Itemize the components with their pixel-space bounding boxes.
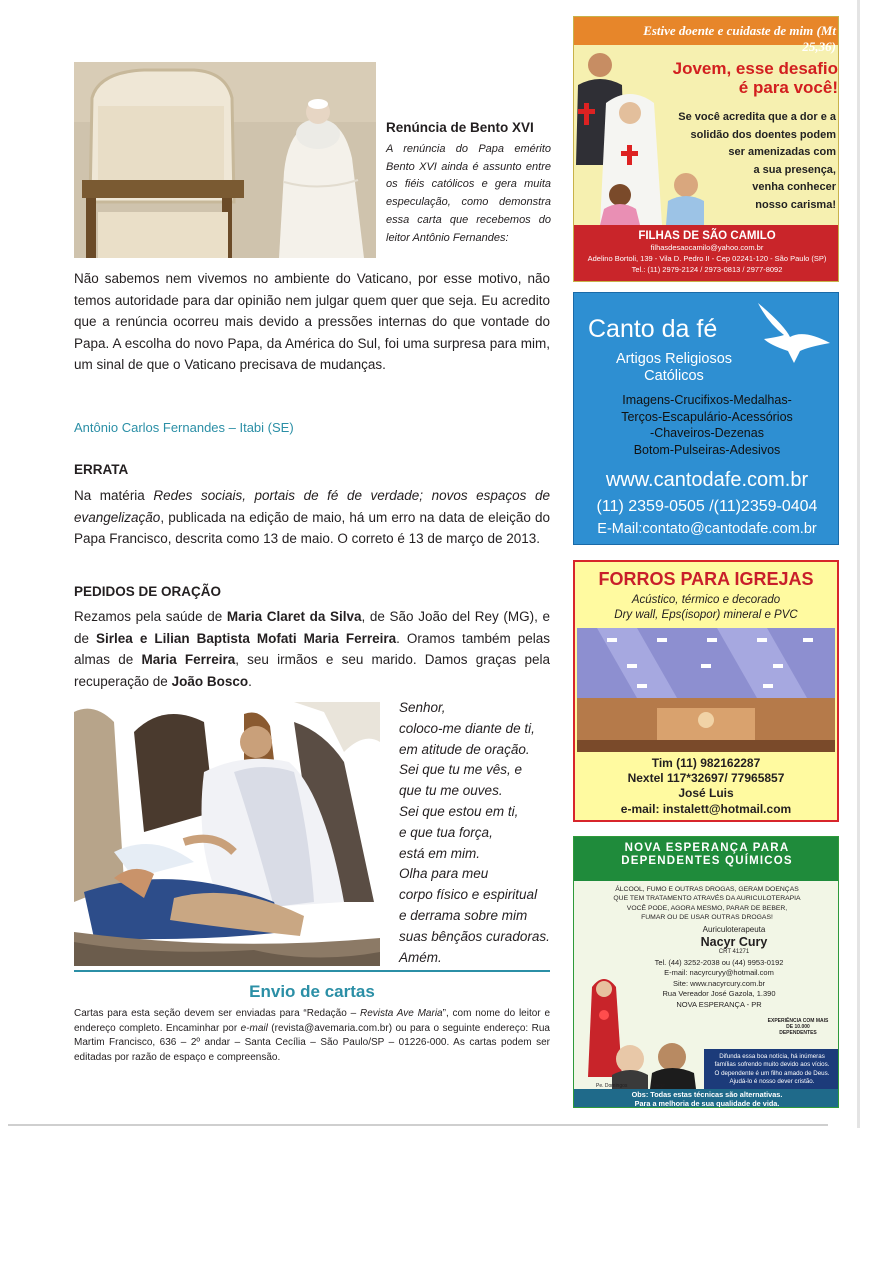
page-edge-bottom bbox=[8, 1124, 828, 1126]
ad3-subtitle: Acústico, térmico e decorado Dry wall, Eps(isopor) mineral e PVC bbox=[614, 594, 798, 621]
prayer-text: Senhor, coloco-me diante de ti, em atitude de oração. Sei que tu me vês, e que tu me ouves. Sei que estou em ti, e que tua força, está em mim. Olha para meu corpo físico e espiritual e derrama sobre mim suas bênçãos curadoras. Amém. bbox=[399, 700, 550, 965]
ad2-phone: (11) 2359-0505 /(11)2359-0404 bbox=[596, 498, 818, 515]
ad-filhas-sao-camilo[interactable] bbox=[573, 16, 839, 282]
letter-signature: Antônio Carlos Fernandes – Itabi (SE) bbox=[74, 420, 294, 435]
ad1-text: Se você acredita que a dor e a solidão dos doentes podem ser amenizadas com a sua presença, venha conhecer nosso carisma! bbox=[678, 111, 836, 211]
ad4-role: Auriculoterapeuta bbox=[702, 925, 766, 934]
ad1-address: Adelino Bortoli, 139 - Vila D. Pedro II - Cep 02241-120 - São Paulo (SP) bbox=[587, 254, 827, 263]
ad-nova-esperanca[interactable] bbox=[573, 836, 839, 1108]
ad2-website[interactable]: www.cantodafe.com.br bbox=[605, 469, 809, 491]
ad3-title: FORROS PARA IGREJAS bbox=[598, 569, 814, 589]
ad3-contact: Tim (11) 982162287 Nextel 117*32697/ 77965857 José Luis e-mail: instalett@hotmail.com bbox=[620, 756, 792, 816]
ad4-caption-a: Pe. Domingos bbox=[596, 1083, 628, 1089]
cartas-divider bbox=[74, 970, 550, 972]
ad-canto-da-fe[interactable] bbox=[573, 292, 839, 545]
jesus-healing-illustration bbox=[74, 702, 380, 966]
ad1-footer bbox=[574, 225, 839, 282]
ad4-experience: EXPERIÊNCIA COM MAIS DE 10.000 DEPENDENTES bbox=[767, 1018, 829, 1036]
ad2-email[interactable]: E-Mail:contato@cantodafe.com.br bbox=[597, 521, 817, 537]
ad4-photos bbox=[578, 967, 702, 1089]
letter-body: Não sabemos nem vivemos no ambiente do Vaticano, por esse motivo, não temos autoridade para dar opinião nem julgar quem quer que seja. Eu acredito que a renúncia ocorreu mais devido a pressões internas do que vontade do Papa. A escolha do novo Papa, da América do Sul, foi uma surpresa para mim, um sinal de que o Vaticano precisava de mudanças. bbox=[74, 271, 550, 373]
ad4-footer: Obs: Todas estas técnicas são alternativas. Para a melhoria de sua qualidade de vida. bbox=[574, 1089, 839, 1108]
ad4-header: NOVA ESPERANÇA PARA DEPENDENTES QUÍMICOS bbox=[574, 837, 839, 881]
letter-title: Renúncia de Bento XVI bbox=[386, 120, 534, 135]
ad2-items: Imagens-Crucifixos-Medalhas- Terços-Escapulário-Acessórios -Chaveiros-Dezenas Botom-Pulseiras-Adesivos bbox=[621, 393, 793, 457]
ad1-phones: Tel.: (11) 2979-2124 / 2973-0813 / 2977-8092 bbox=[631, 265, 783, 274]
ad1-email[interactable]: filhasdesaocamilo@yahoo.com.br bbox=[650, 243, 764, 252]
errata-title: ERRATA bbox=[74, 462, 129, 477]
ad4-crt: CRT 41271 bbox=[718, 949, 750, 955]
page-edge-right bbox=[857, 0, 860, 1128]
cartas-title: Envio de cartas bbox=[249, 982, 375, 1001]
ceiling-photo bbox=[577, 628, 835, 752]
cartas-body: Cartas para esta seção devem ser enviadas para “Redação – Revista Ave Maria”, com nome do leitor e endereço completo. Encaminhar por e-mail (revista@avemaria.com.br) ou para o seguinte endereço: Rua Martim Francisco, 636 – 2º andar – Santa Cecília – São Paulo/SP – 01226-000. As cartas podem ser editadas por razão de espaço e compreensão. bbox=[74, 1008, 550, 1063]
ad4-caption-b: Nacyr bbox=[652, 1083, 666, 1089]
ad2-subtitle: Artigos Religiosos Católicos bbox=[615, 351, 733, 384]
ad4-text: ÁLCOOL, FUMO E OUTRAS DROGAS, GERAM DOENÇAS QUE TEM TRATAMENTO ATRAVÉS DA AURICULOTERAPIA VOCÊ PODE, AGORA MESMO, PARAR DE BEBER, FUMAR OU DE USAR OUTRAS DROGAS! bbox=[613, 886, 801, 922]
ad1-verse: Estive doente e cuidaste de mim (Mt 25,36) bbox=[643, 23, 836, 54]
errata-body: Na matéria Redes sociais, portais de fé de verdade; novos espaços de evangelização, publicada na edição de maio, há um erro na data de eleição do Papa Francisco, descrita como 13 de maio. O correto é 13 de março de 2013. bbox=[74, 488, 550, 547]
ad4-name: Nacyr Cury bbox=[700, 935, 768, 949]
ad1-org: FILHAS DE SÃO CAMILO bbox=[638, 230, 776, 242]
ad4-contact: Tel. (44) 3252-2038 ou (44) 9953-0192 E-mail: nacyrcuryy@hotmail.com Site: www.nacyrcury.com.br Rua Vereador José Gazola, 1.390 NOVA ESPERANÇA - PR bbox=[654, 958, 784, 1009]
ad4-message: Difunda essa boa notícia, há inúmeras famílias sofrendo muito devido aos vícios. O dependente é um filho amado de Deus. Ajudá-lo é nosso dever cristão. bbox=[704, 1049, 839, 1089]
ad2-title: Canto da fé bbox=[588, 315, 718, 343]
letter-intro: A renúncia do Papa emérito Bento XVI ainda é assunto entre os fiéis católicos e gera muita especulação, como demonstra essa carta que recebemos do leitor Antônio Fernandes: bbox=[386, 143, 551, 244]
pope-photo bbox=[74, 62, 376, 258]
pedidos-title: PEDIDOS DE ORAÇÃO bbox=[74, 584, 222, 599]
ad1-headline: Jovem, esse desafio é para você! bbox=[672, 59, 838, 97]
pedidos-body: Rezamos pela saúde de Maria Claret da Silva, de São João del Rey (MG), e de Sirlea e Lilian Baptista Mofati Maria Ferreira. Oramos também pelas almas de Maria Ferreira, seu irmãos e seu marido. Damos graças pela recuperação de João Bosco. bbox=[74, 609, 551, 689]
ad-forros-igrejas[interactable] bbox=[573, 560, 839, 822]
